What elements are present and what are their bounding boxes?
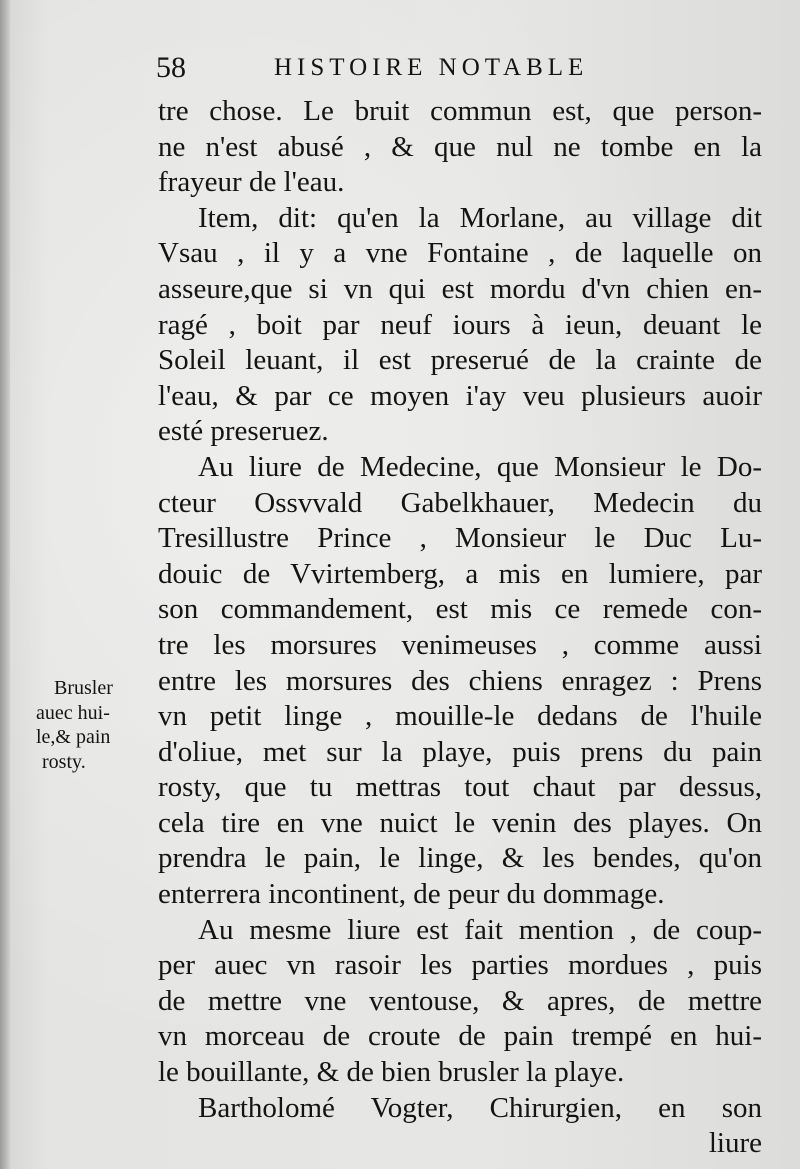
margin-note-line: Brusler: [54, 677, 113, 699]
text-line: Tresillustre Prince , Monsieur le Duc Lu-: [158, 522, 762, 555]
page-header: [150, 48, 670, 88]
margin-note-line: rosty.: [42, 750, 86, 773]
paragraph-start-line: Item, dit: qu'en la Morlane, au village dit: [198, 201, 762, 234]
text-line: cela tire en vne nuict le venin des playes. On: [158, 806, 762, 839]
text-line: cteur Ossvvald Gabelkhauer, Medecin du: [158, 486, 762, 519]
text-line: Vsau , il y a vne Fontaine , de laquelle on: [158, 237, 762, 270]
text-line: enterrera incontinent, de peur du dommage.: [158, 878, 665, 911]
paragraph-start-line: Au liure de Medecine, que Monsieur le Do-: [198, 450, 762, 483]
body-text: [158, 94, 762, 1162]
text-line: le bouillante, & de bien brusler la playe.: [158, 1056, 625, 1089]
text-line: ne n'est abusé , & que nul ne tombe en la: [158, 130, 762, 163]
page-gutter-shadow: [0, 0, 10, 1169]
text-line: entre les morsures des chiens enragez : Prens: [158, 664, 762, 697]
text-line: ragé , boit par neuf iours à ieun, deuant le: [158, 308, 762, 341]
text-line: d'oliue, met sur la playe, puis prens du pain: [158, 735, 762, 768]
running-head: HISTOIRE NOTABLE: [274, 54, 589, 81]
page-number: 58: [156, 51, 186, 84]
text-line: prendra le pain, le linge, & les bendes, qu'on: [158, 842, 762, 875]
text-line: Soleil leuant, il est preserué de la crainte de: [158, 344, 762, 377]
catchword: liure: [708, 1127, 762, 1160]
margin-note-line: le,& pain: [36, 726, 111, 748]
text-line: vn morceau de croute de pain trempé en hui-: [158, 1020, 762, 1053]
text-line: douic de Vvirtemberg, a mis en lumiere, par: [158, 557, 762, 590]
text-line: rosty, que tu mettras tout chaut par dessus,: [158, 771, 762, 804]
margin-note: [36, 676, 146, 774]
text-line: tre chose. Le bruit commun est, que person-: [158, 95, 762, 127]
margin-note-line: auec hui-: [36, 701, 110, 724]
text-line: son commandement, est mis ce remede con-: [158, 593, 762, 626]
text-line: vn petit linge , mouille-le dedans de l'huile: [158, 700, 762, 733]
paragraph-start-line: Au mesme liure est fait mention , de coup-: [198, 913, 762, 946]
text-line: de mettre vne ventouse, & apres, de mettre: [158, 984, 762, 1017]
text-line: tre les morsures venimeuses , comme aussi: [158, 628, 762, 661]
text-line: esté preseruez.: [158, 415, 329, 448]
text-line: asseure,que si vn qui est mordu d'vn chien en-: [158, 272, 762, 305]
text-line: l'eau, & par ce moyen i'ay veu plusieurs auoir: [158, 379, 762, 412]
paragraph-start-line: Bartholomé Vogter, Chirurgien, en son: [198, 1091, 762, 1124]
text-line: frayeur de l'eau.: [158, 166, 345, 199]
text-line: per auec vn rasoir les parties mordues , puis: [158, 949, 762, 982]
